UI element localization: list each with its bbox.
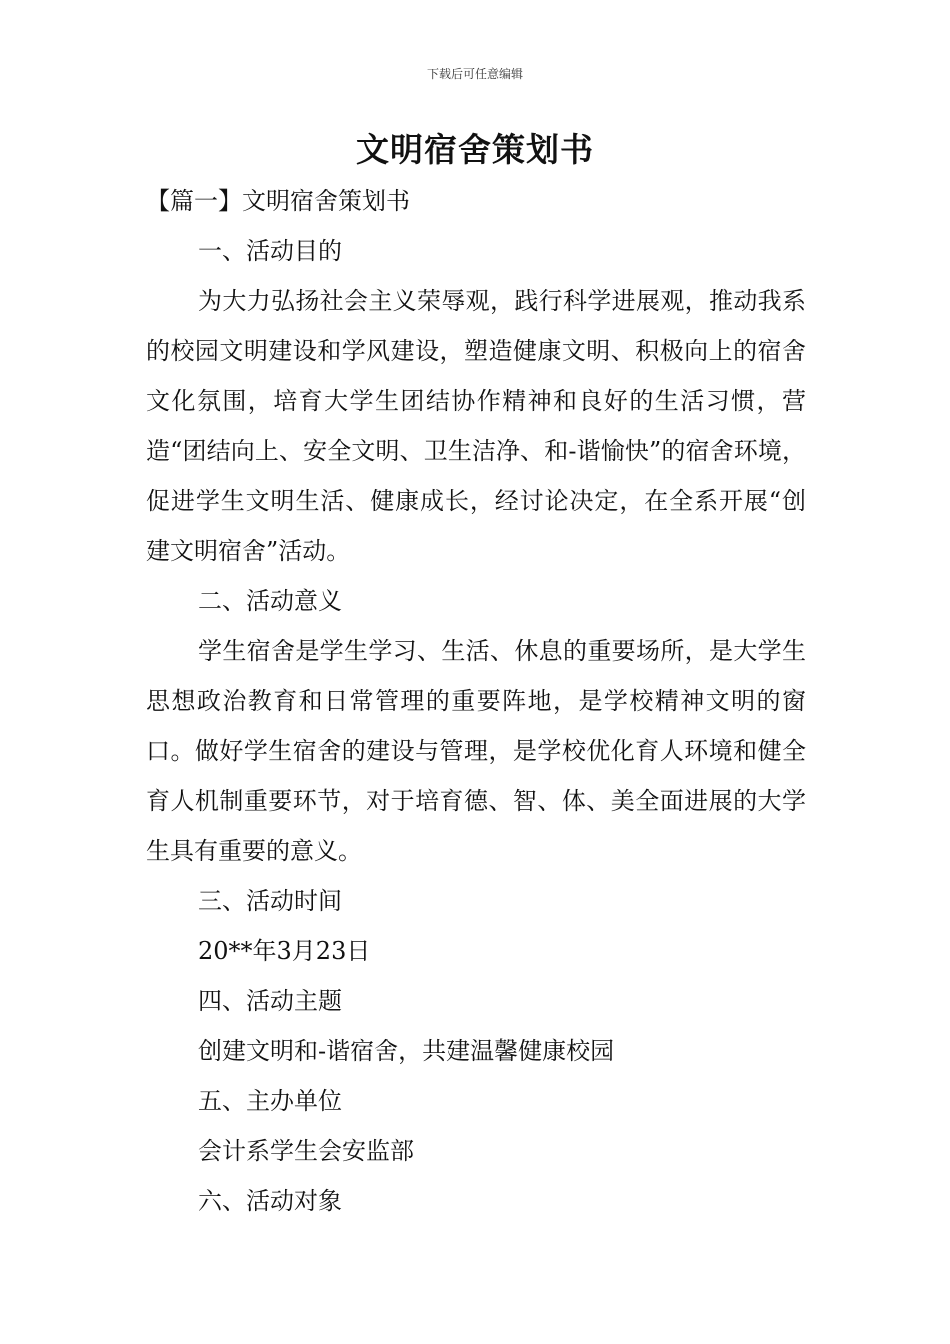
- section-paragraph: 为大力弘扬社会主义荣辱观，践行科学进展观，推动我系的校园文明建设和学风建设，塑造健康文明、积极向上的宿舍文化氛围，培育大学生团结协作精神和良好的生活习惯，营造“团结向上、安全文明、卫生洁净、和-谐愉快”的宿舍环境，促进学生文明生活、健康成长，经讨论决定，在全系开展“创建文明宿舍”活动。: [146, 287, 806, 565]
- section-2: [146, 576, 806, 876]
- section-heading: 四、活动主题: [198, 987, 342, 1015]
- section-heading: 五、主办单位: [198, 1087, 342, 1115]
- section-paragraph: 会计系学生会安监部: [198, 1137, 414, 1165]
- section-heading: 三、活动时间: [198, 887, 342, 915]
- section-paragraph: 创建文明和-谐宿舍，共建温馨健康校园: [198, 1037, 615, 1065]
- section-5: [146, 1076, 806, 1176]
- section-paragraph: 20**年3月23日: [198, 937, 371, 965]
- chapter-heading: 【篇一】文明宿舍策划书: [146, 187, 410, 215]
- section-heading: 一、活动目的: [198, 237, 342, 265]
- section-paragraph: 学生宿舍是学生学习、生活、休息的重要场所，是大学生思想政治教育和日常管理的重要阵地，是学校精神文明的窗口。做好学生宿舍的建设与管理，是学校优化育人环境和健全育人机制重要环节，对于培育德、智、体、美全面进展的大学生具有重要的意义。: [146, 637, 806, 865]
- section-1: [146, 226, 806, 576]
- document-title: 文明宿舍策划书: [356, 130, 594, 169]
- document-body: [146, 176, 806, 1226]
- section-heading: 二、活动意义: [198, 587, 342, 615]
- section-3: [146, 876, 806, 976]
- section-heading: 六、活动对象: [198, 1187, 342, 1215]
- section-4: [146, 976, 806, 1076]
- header-note: 下载后可任意编辑: [426, 67, 523, 81]
- section-6: [146, 1176, 806, 1226]
